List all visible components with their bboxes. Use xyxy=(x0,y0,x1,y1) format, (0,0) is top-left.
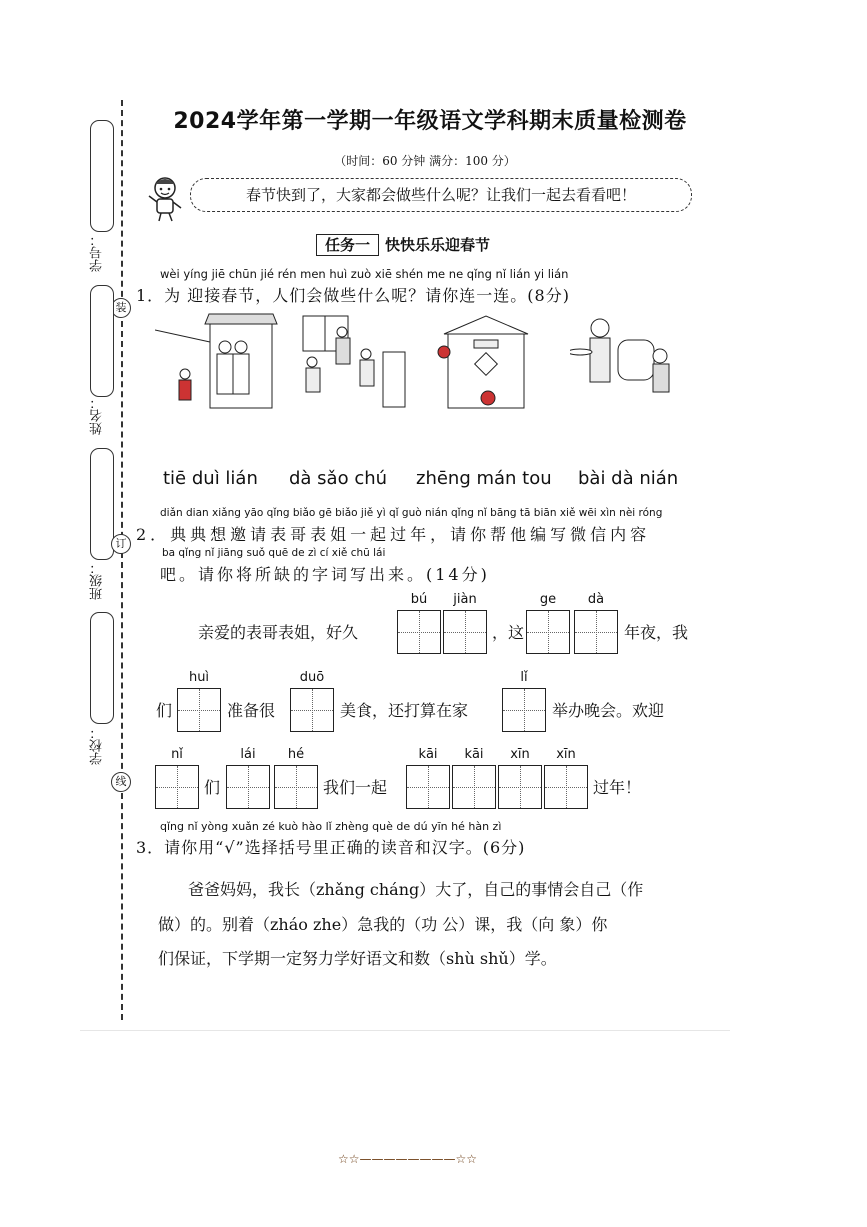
letter-text: 举办晚会。欢迎 xyxy=(552,701,665,720)
grid-pinyin: hé xyxy=(287,747,305,762)
answer-option[interactable]: dà sǎo chú xyxy=(289,468,388,489)
grid-pinyin: duō xyxy=(299,670,325,685)
writing-grid[interactable] xyxy=(526,610,570,654)
school-label: 学校： xyxy=(90,726,105,765)
grid-pinyin: xīn xyxy=(556,747,576,762)
writing-grid[interactable] xyxy=(498,765,542,809)
school-field[interactable] xyxy=(90,612,114,724)
grid-pinyin: dà xyxy=(587,592,605,607)
intro-banner: 春节快到了，大家都会做些什么呢？让我们一起去看看吧！ xyxy=(190,178,692,212)
class-label: 班级： xyxy=(90,561,105,600)
gate-scene-image xyxy=(436,312,536,410)
q1-text: 1．为 迎接春节，人们会做些什么呢？请你连一连。(8分) xyxy=(136,286,570,305)
q3-paragraph-line[interactable]: 爸爸妈妈，我长（zhǎng cháng）大了，自己的事情会自己（作 xyxy=(188,880,644,899)
seal-mark-1: 装 xyxy=(111,298,131,318)
footer-ornament: ☆☆————————☆☆ xyxy=(338,1152,478,1166)
task-badge: 任务一 xyxy=(316,234,379,256)
q2-text-line2: 吧。请你将所缺的字词写出来。(14分) xyxy=(160,565,490,584)
letter-text: 过年！ xyxy=(593,778,642,797)
grid-pinyin: kāi xyxy=(464,747,484,762)
grid-pinyin: kāi xyxy=(418,747,438,762)
q3-text: 3．请你用“√”选择括号里正确的读音和汉字。(6分) xyxy=(136,838,526,857)
grid-pinyin: xīn xyxy=(510,747,530,762)
answer-option[interactable]: zhēng mán tou xyxy=(416,468,552,489)
letter-text: 我们一起 xyxy=(323,778,388,797)
name-field[interactable] xyxy=(90,285,114,397)
couplet-scene-image xyxy=(155,312,280,410)
exam-meta: （时间：60 分钟 满分：100 分） xyxy=(334,154,516,168)
writing-grid[interactable] xyxy=(406,765,450,809)
q2-pinyin-line2: ba qǐng nǐ jiāng suǒ quē de zì cí xiě chū lái xyxy=(162,547,386,559)
grid-pinyin: bú xyxy=(410,592,428,607)
writing-grid[interactable] xyxy=(452,765,496,809)
writing-grid[interactable] xyxy=(544,765,588,809)
writing-grid[interactable] xyxy=(177,688,221,732)
seal-mark-3: 线 xyxy=(111,772,131,792)
student-no-label: 学号： xyxy=(90,233,105,272)
mascot-icon xyxy=(145,174,185,222)
answer-option[interactable]: bài dà nián xyxy=(578,468,679,489)
grid-pinyin: lái xyxy=(240,747,256,762)
task-title: 快快乐乐迎春节 xyxy=(385,236,491,254)
q3-paragraph-line[interactable]: 做）的。别着（zháo zhe）急我的（功 公）课，我（向 象）你 xyxy=(158,915,608,934)
letter-text: 准备很 xyxy=(227,701,276,720)
q1-pinyin: wèi yíng jiē chūn jié rén men huì zuò xiē shén me ne qǐng nǐ lián yi lián xyxy=(160,267,569,281)
student-no-field[interactable] xyxy=(90,120,114,232)
writing-grid[interactable] xyxy=(226,765,270,809)
letter-text: 美食，还打算在家 xyxy=(340,701,469,720)
writing-grid[interactable] xyxy=(397,610,441,654)
q2-pinyin-line1: diǎn dian xiǎng yāo qǐng biǎo gē biǎo jiě yì qǐ guò nián qǐng nǐ bāng tā biān xiě wēi xìn nèi róng xyxy=(160,507,663,519)
letter-text: 年夜，我 xyxy=(624,623,689,642)
name-label: 姓名： xyxy=(90,396,105,435)
page-title: 2024学年第一学期一年级语文学科期末质量检测卷 xyxy=(173,109,687,134)
letter-text: 们 xyxy=(204,778,221,797)
grid-pinyin: huì xyxy=(188,670,210,685)
writing-grid[interactable] xyxy=(574,610,618,654)
q3-pinyin: qǐng nǐ yòng xuǎn zé kuò hào lǐ zhèng què de dú yīn hé hàn zì xyxy=(160,820,502,833)
seal-mark-2: 订 xyxy=(111,534,131,554)
letter-text: 们 xyxy=(156,701,173,720)
q2-text-line1: 2．典典想邀请表哥表姐一起过年，请你帮他编写微信内容 xyxy=(136,525,651,544)
task-heading xyxy=(316,234,490,255)
grid-pinyin: nǐ xyxy=(171,747,183,762)
cleaning-scene-image xyxy=(298,312,408,410)
letter-text: 亲爱的表哥表姐，好久 xyxy=(198,623,359,642)
grid-pinyin: jiàn xyxy=(453,592,477,607)
writing-grid[interactable] xyxy=(155,765,199,809)
writing-grid[interactable] xyxy=(443,610,487,654)
writing-grid[interactable] xyxy=(502,688,546,732)
writing-grid[interactable] xyxy=(290,688,334,732)
letter-text: ，这 xyxy=(492,623,525,642)
steaming-buns-scene-image xyxy=(570,312,680,410)
q3-paragraph-line[interactable]: 们保证，下学期一定努力学好语文和数（shù shǔ）学。 xyxy=(158,949,557,968)
answer-option[interactable]: tiē duì lián xyxy=(163,468,258,489)
grid-pinyin: lǐ xyxy=(520,670,528,685)
writing-grid[interactable] xyxy=(274,765,318,809)
grid-pinyin: ge xyxy=(539,592,557,607)
binding-line xyxy=(121,100,123,1020)
page-divider xyxy=(80,1030,730,1031)
